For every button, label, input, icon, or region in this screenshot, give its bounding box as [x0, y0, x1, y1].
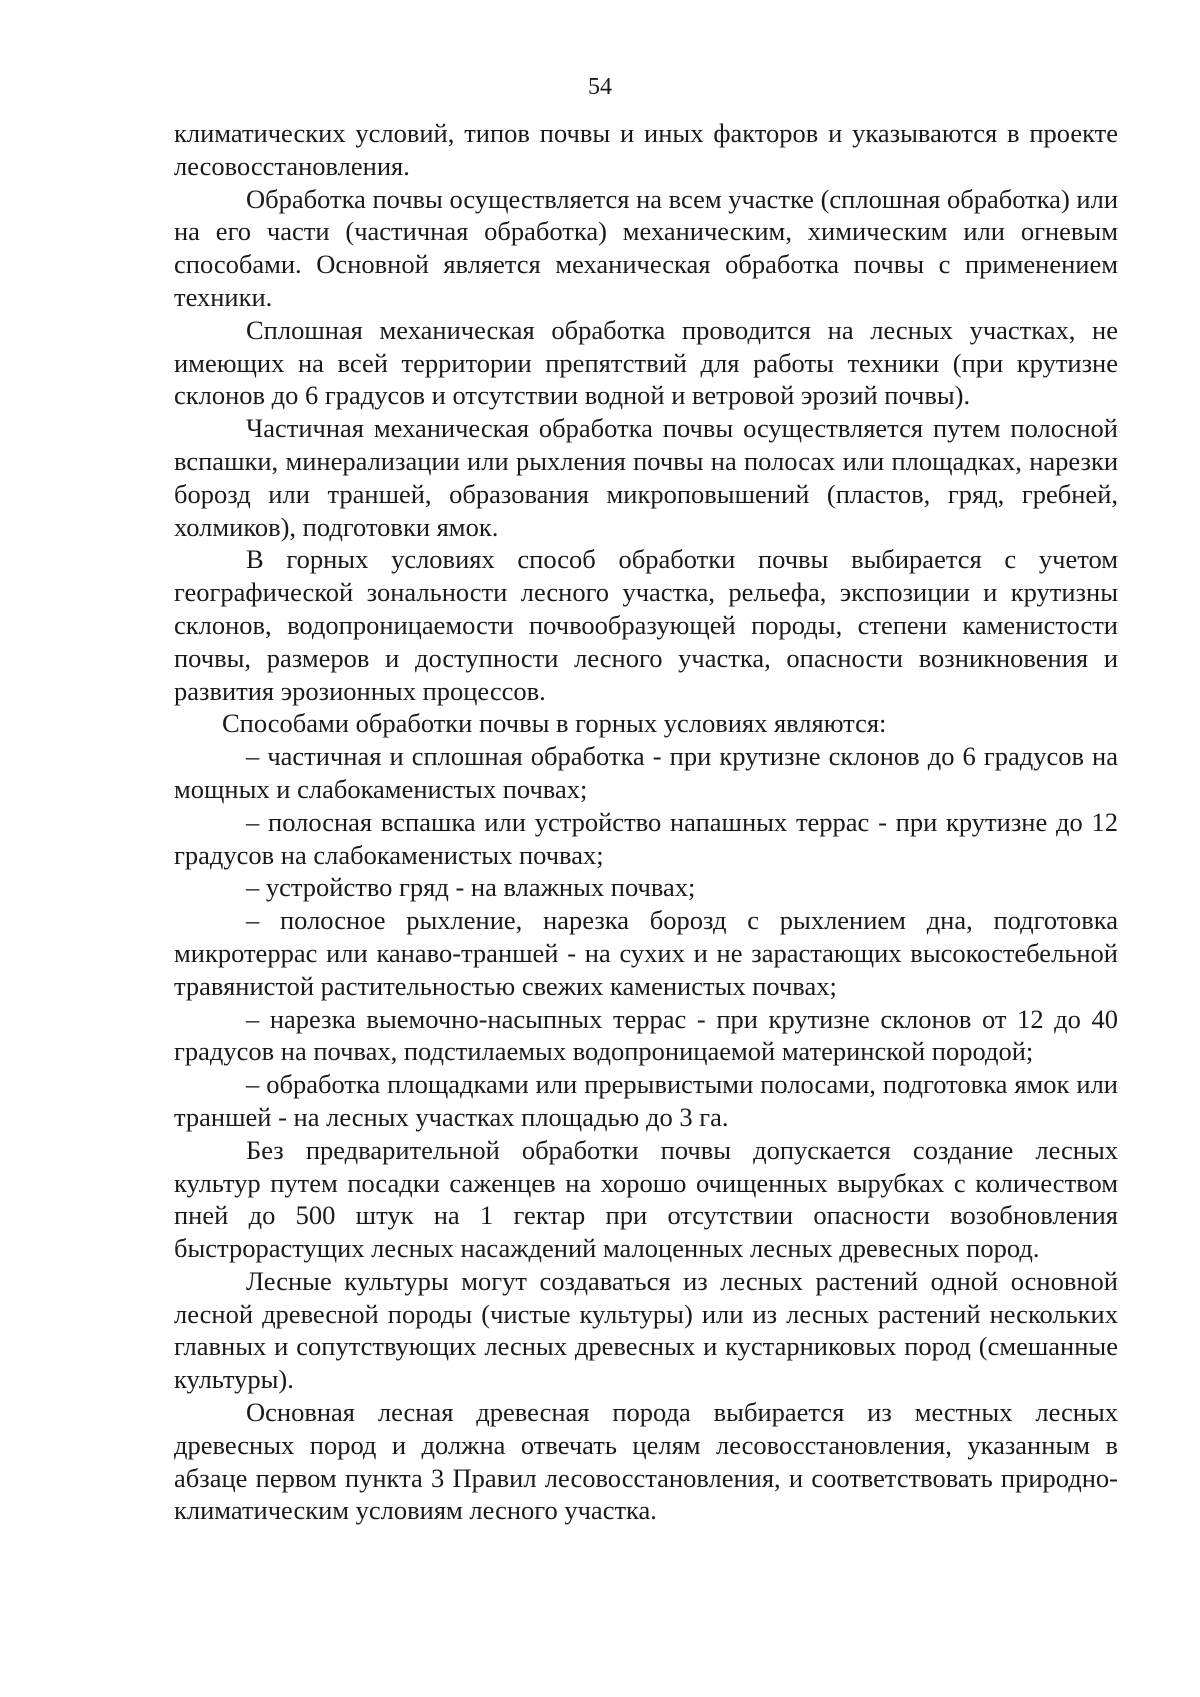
paragraph-full-treatment: Сплошная механическая обработка проводится на лесных участках, не имеющих на всей территории препятствий для работы техники (при крутизне склонов до 6 градусов и отсутствии водной и ветровой эрозий почвы).	[174, 314, 1118, 411]
list-item-method-4: – полосное рыхление, нарезка борозд с рыхлением дна, подготовка микротеррас или канаво-траншей - на сухих и не зарастающих высокостебельной травянистой растительностью свежих каменистых почвах;	[174, 905, 1118, 1001]
page-number: 54	[588, 74, 612, 100]
paragraph-main-species: Основная лесная древесная порода выбирается из местных лесных древесных пород и должна отвечать целям лесовосстановления, указанным в абзаце первом пункта 3 Правил лесовосстановления, и соответствовать природно-климатическим условиям лесного участка.	[174, 1397, 1118, 1526]
paragraph-forest-cultures: Лесные культуры могут создаваться из лесных растений одной основной лесной древесной породы (чистые культуры) или из лесных растений нескольких главных и сопутствующих лесных древесных и кустарниковых пород (смешанные культуры).	[174, 1265, 1118, 1395]
paragraph-soil-treatment: Обработка почвы осуществляется на всем участке (сплошная обработка) или на его части (частичная обработка) механическим, химическим или огневым способами. Основной является механическая обработка почвы с применением техники.	[174, 183, 1118, 312]
paragraph-continuation: климатических условий, типов почвы и иных факторов и указываются в проекте лесовосстановления.	[174, 118, 1118, 181]
list-item-method-1: – частичная и сплошная обработка - при крутизне склонов до 6 градусов на мощных и слабокаменистых почвах;	[174, 741, 1118, 804]
list-item-method-5: – нарезка выемочно-насыпных террас - при крутизне склонов от 12 до 40 градусов на почвах, подстилаемых водопроницаемой материнской породой;	[174, 1003, 1118, 1067]
paragraph-methods-intro: Способами обработки почвы в горных условиях являются:	[222, 708, 887, 739]
list-item-method-3: – устройство гряд - на влажных почвах;	[246, 872, 696, 903]
paragraph-mountain-conditions: В горных условиях способ обработки почвы выбирается с учетом географической зональности лесного участка, рельефа, экспозиции и крутизны склонов, водопроницаемости почвообразующей породы, степени каменистости почвы, размеров и доступности лесного участка, опасности возникновения и развития эрозионных процессов.	[174, 544, 1118, 706]
list-item-method-2: – полосная вспашка или устройство напашных террас - при крутизне до 12 градусов на слабокаменистых почвах;	[174, 806, 1118, 870]
paragraph-no-preliminary-treatment: Без предварительной обработки почвы допускается создание лесных культур путем посадки саженцев на хорошо очищенных вырубках с количеством пней до 500 штук на 1 гектар при отсутствии опасности возобновления быстрорастущих лесных насаждений малоценных лесных древесных пород.	[174, 1134, 1118, 1264]
document-body	[174, 117, 1118, 1527]
paragraph-partial-treatment: Частичная механическая обработка почвы осуществляется путем полосной вспашки, минерализации или рыхления почвы на полосах или площадках, нарезки борозд или траншей, образования микроповышений (пластов, гряд, гребней, холмиков), подготовки ямок.	[174, 413, 1118, 542]
list-item-method-6: – обработка площадками или прерывистыми полосами, подготовка ямок или траншей - на лесных участках площадью до 3 га.	[174, 1069, 1118, 1132]
